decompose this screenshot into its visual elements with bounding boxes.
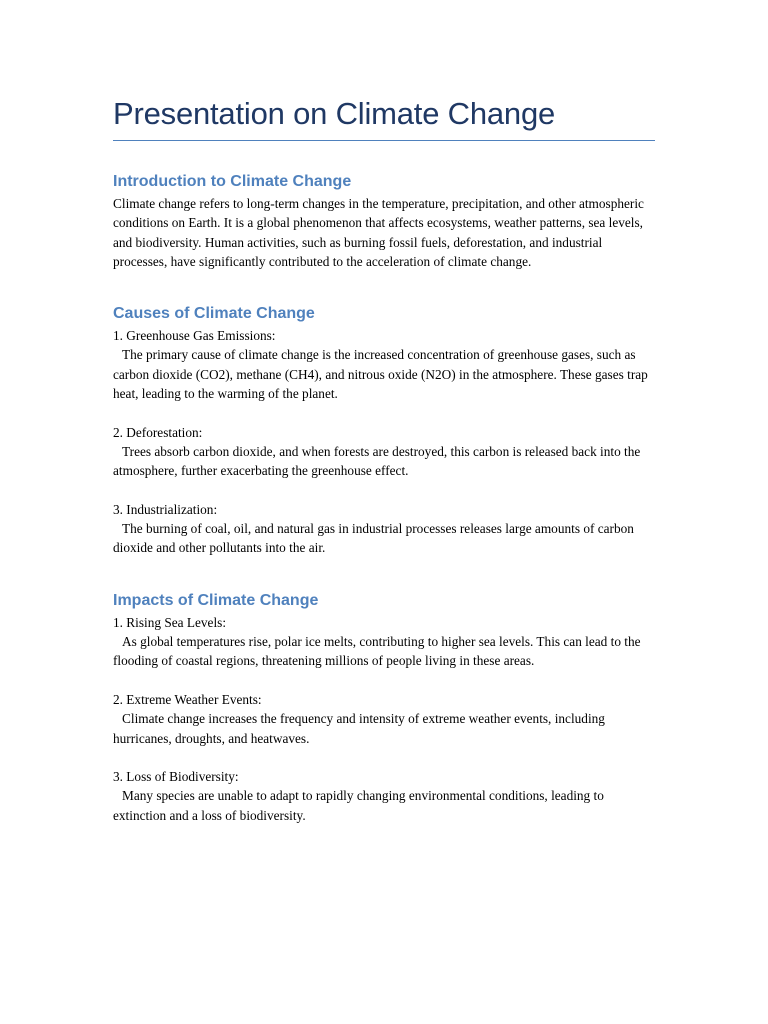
paragraph-spacer [113, 481, 655, 500]
document-title: Presentation on Climate Change [113, 96, 556, 131]
impact-item-label: 2. Extreme Weather Events: [113, 691, 262, 707]
impact-item [113, 690, 655, 748]
section-introduction [113, 172, 655, 271]
impact-item [113, 767, 655, 825]
cause-item-label: 3. Industrialization: [113, 501, 218, 517]
impact-item-text: Climate change increases the frequency and intensity of extreme weather events, including hurricanes, droughts, and heatwaves. [113, 711, 605, 746]
section-causes [113, 304, 655, 558]
impact-item-text: Many species are unable to adapt to rapidly changing environmental conditions, leading to extinction and a loss of biodiversity. [113, 788, 604, 823]
cause-item-label: 1. Greenhouse Gas Emissions: [113, 328, 276, 344]
cause-item-text: The burning of coal, oil, and natural gas in industrial processes releases large amounts of carbon dioxide and other pollutants into the air. [113, 521, 634, 556]
introduction-paragraph: Climate change refers to long-term changes in the temperature, precipitation, and other atmospheric conditions on Earth. It is a global phenomenon that affects ecosystems, weather patterns, sea levels, and biodiversity. Human activities, such as burning fossil fuels, deforestation, and industrial processes, have significantly contributed to the acceleration of climate change. [113, 196, 644, 269]
title-underline-rule [113, 140, 655, 141]
paragraph-spacer [113, 403, 655, 422]
paragraph-spacer [113, 748, 655, 767]
cause-item-text: Trees absorb carbon dioxide, and when forests are destroyed, this carbon is released back into the atmosphere, further exacerbating the greenhouse effect. [113, 443, 641, 479]
cause-item [113, 423, 655, 481]
impact-item-text: As global temperatures rise, polar ice melts, contributing to higher sea levels. This can lead to the flooding of coastal regions, threatening millions of people living in these areas. [113, 634, 641, 669]
section-heading-causes: Causes of Climate Change [113, 305, 315, 323]
impact-item-label: 3. Loss of Biodiversity: [113, 769, 239, 785]
cause-item-text: The primary cause of climate change is the increased concentration of greenhouse gases, such as carbon dioxide (CO2), methane (CH4), and nitrous oxide (N2O) in the atmosphere. These gases trap heat, leading to the warming of the planet. [113, 347, 648, 402]
section-impacts [113, 591, 655, 825]
cause-item-label: 2. Deforestation: [113, 424, 203, 440]
paragraph-spacer [113, 671, 655, 690]
section-heading-impacts: Impacts of Climate Change [113, 591, 319, 609]
impact-item [113, 613, 655, 671]
cause-item [113, 500, 655, 558]
impact-item-label: 1. Rising Sea Levels: [113, 614, 227, 630]
document-page [113, 0, 655, 825]
section-heading-introduction: Introduction to Climate Change [113, 173, 352, 190]
cause-item [113, 326, 655, 403]
